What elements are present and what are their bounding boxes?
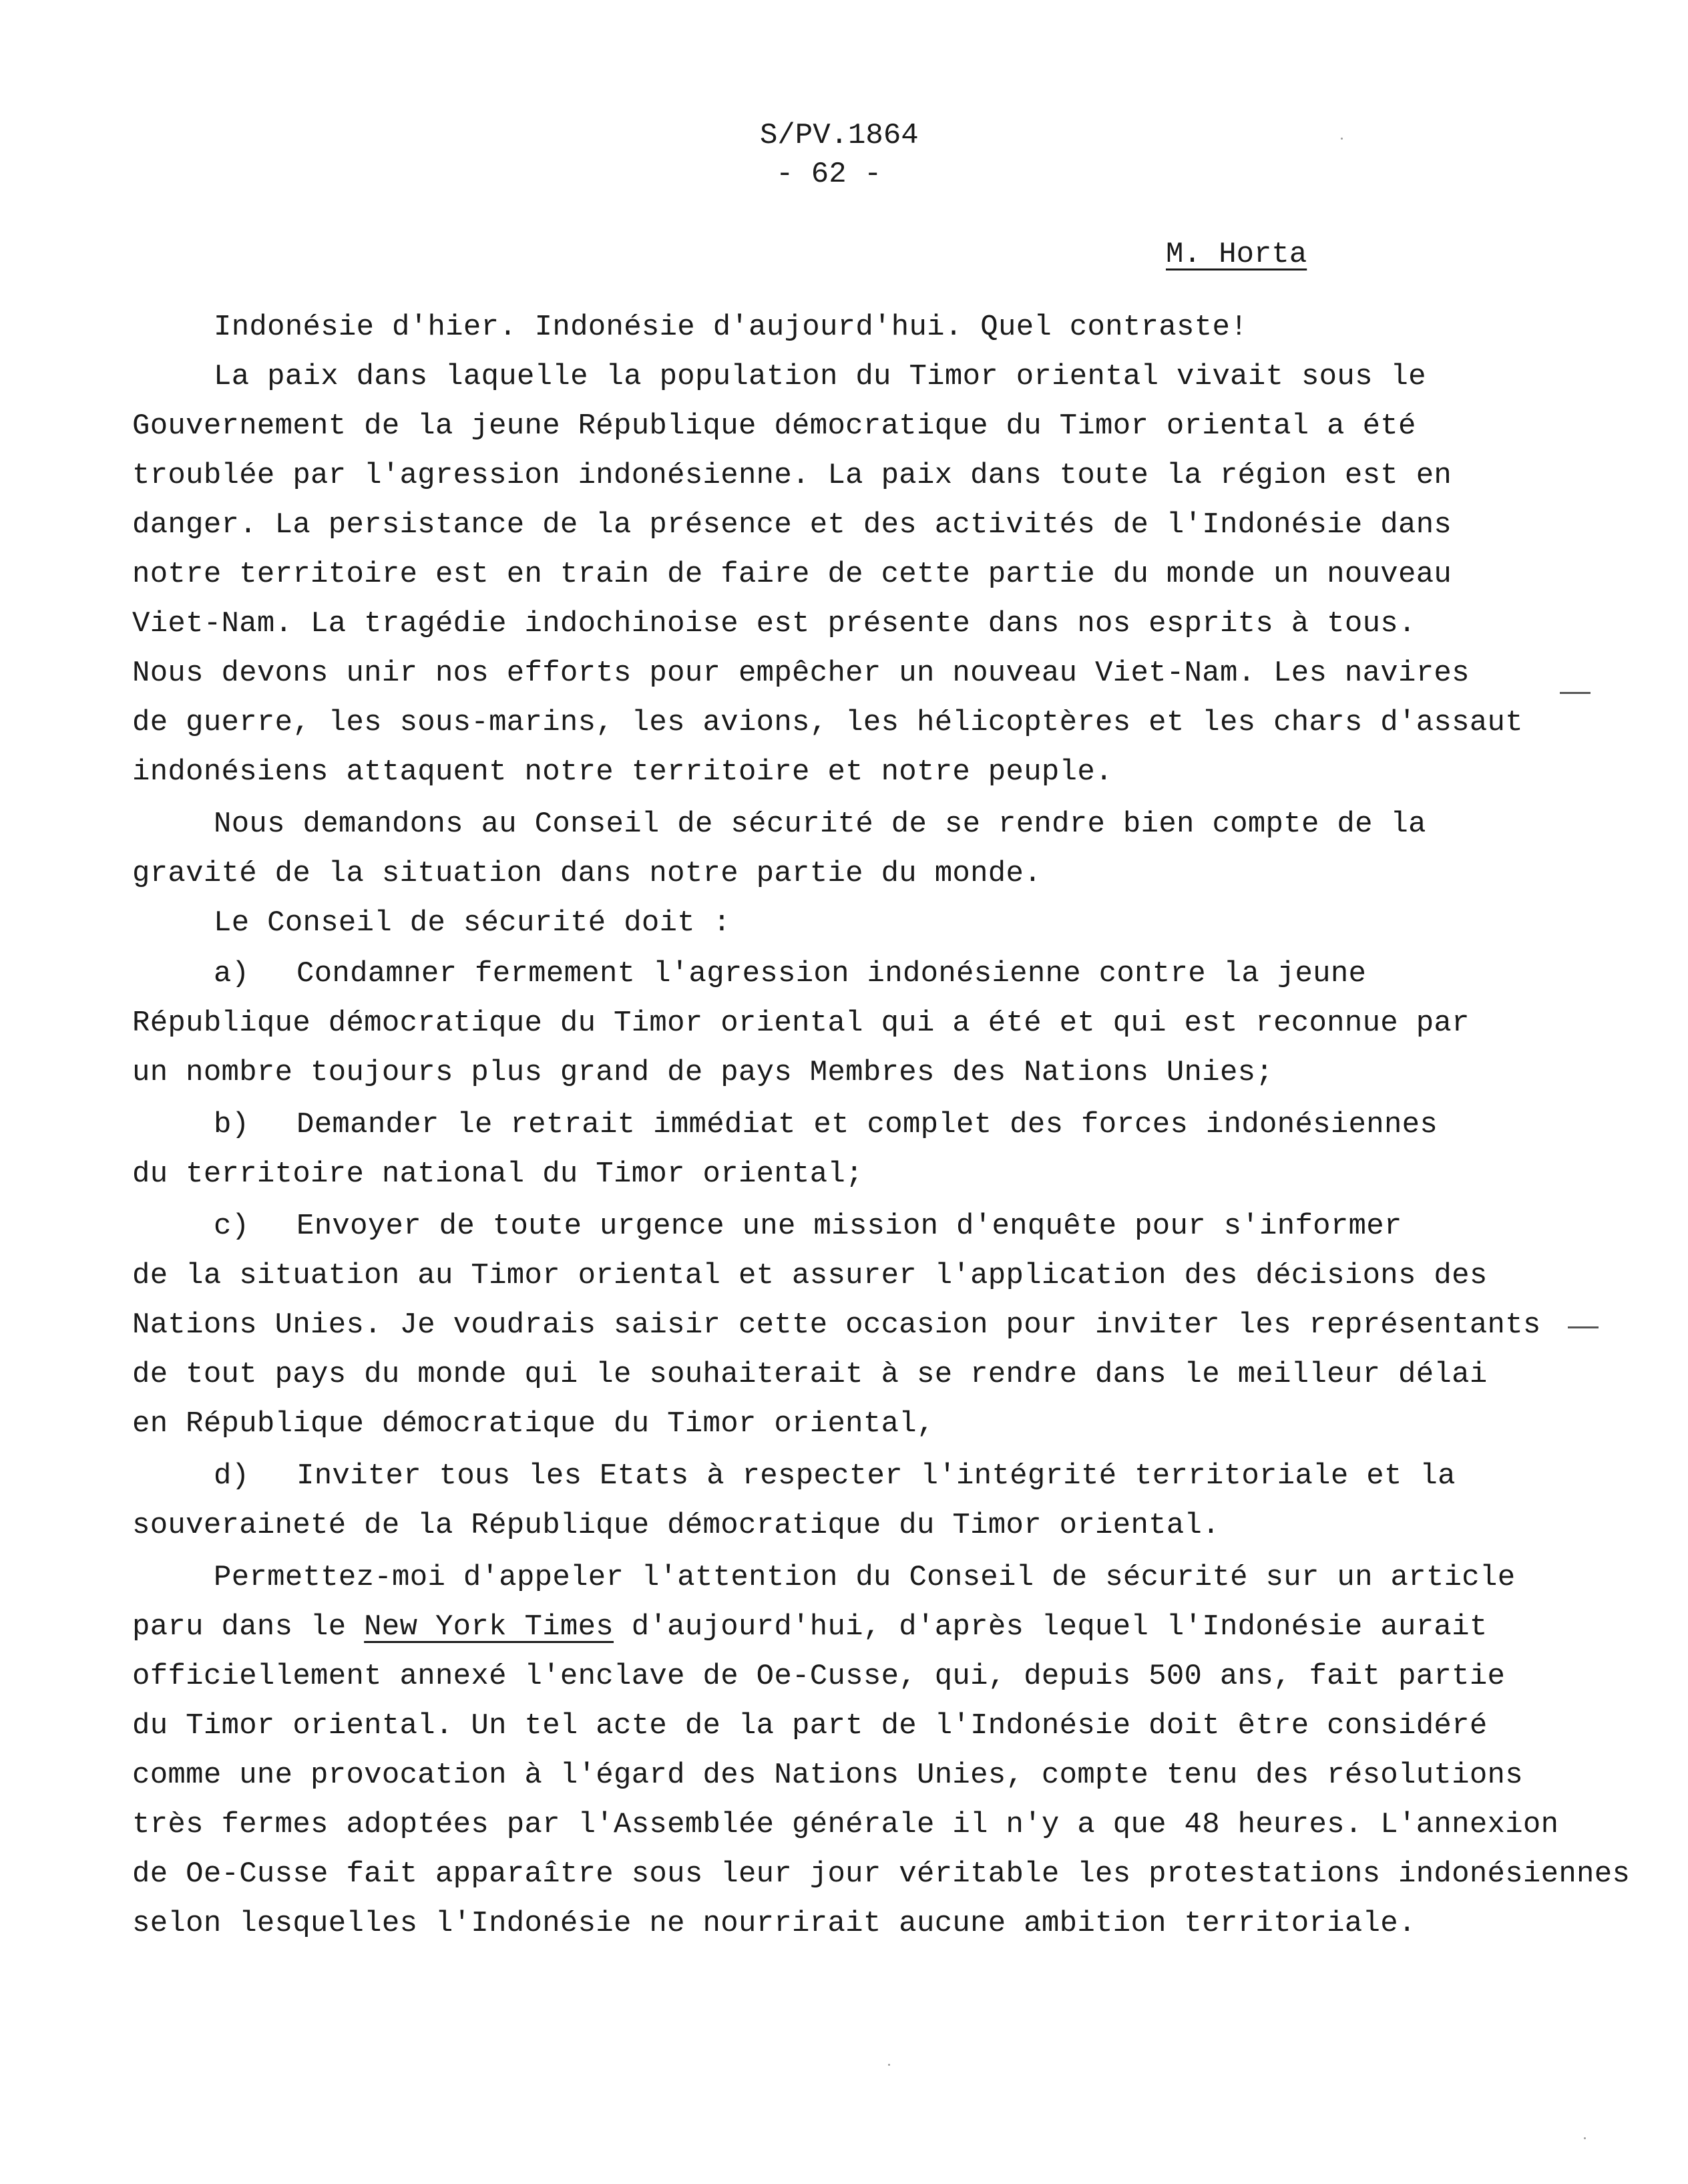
text-line: République démocratique du Timor oriental qui a été et qui est reconnue par (132, 1007, 1470, 1040)
list-text: Inviter tous les Etats à respecter l'intégrité territoriale et la (296, 1459, 1456, 1493)
scan-speck (1341, 138, 1343, 140)
text-line: troublée par l'agression indonésienne. La paix dans toute la région est en (132, 459, 1452, 492)
list-item-d (132, 1456, 1456, 1496)
text-line: de guerre, les sous-marins, les avions, les hélicoptères et les chars d'assaut (132, 706, 1523, 739)
text-line: notre territoire est en train de faire de cette partie du monde un nouveau (132, 558, 1452, 591)
list-item-a (132, 954, 1366, 994)
text-line: Indonésie d'hier. Indonésie d'aujourd'hui. Quel contraste! (214, 311, 1248, 344)
text-segment: d'aujourd'hui, d'après lequel l'Indonésie aurait (614, 1610, 1488, 1644)
list-item-b (132, 1105, 1438, 1145)
scan-speck (1584, 2137, 1586, 2139)
text-line: indonésiens attaquent notre territoire et notre peuple. (132, 755, 1113, 789)
text-line: selon lesquelles l'Indonésie ne nourrirait aucune ambition territoriale. (132, 1907, 1416, 1940)
text-line: de Oe-Cusse fait apparaître sous leur jour véritable les protestations indonésiennes (132, 1857, 1631, 1891)
list-text: Demander le retrait immédiat et complet des forces indonésiennes (296, 1108, 1438, 1141)
text-line: officiellement annexé l'enclave de Oe-Cusse, qui, depuis 500 ans, fait partie (132, 1660, 1506, 1693)
text-line: Viet-Nam. La tragédie indochinoise est présente dans nos esprits à tous. (132, 607, 1416, 641)
list-text: Condamner fermement l'agression indonésienne contre la jeune (296, 957, 1367, 990)
list-label: d) (214, 1459, 250, 1493)
text-line: danger. La persistance de la présence et des activités de l'Indonésie dans (132, 508, 1452, 542)
text-line: un nombre toujours plus grand de pays Membres des Nations Unies; (132, 1056, 1274, 1089)
text-line: Nous devons unir nos efforts pour empêcher un nouveau Viet-Nam. Les navires (132, 657, 1470, 690)
text-line: La paix dans laquelle la population du Timor oriental vivait sous le (214, 360, 1426, 393)
text-line: du Timor oriental. Un tel acte de la part de l'Indonésie doit être considéré (132, 1709, 1488, 1743)
text-line: de tout pays du monde qui le souhaiterait à se rendre dans le meilleur délai (132, 1358, 1488, 1391)
list-item-c (132, 1206, 1402, 1246)
text-line: Le Conseil de sécurité doit : (214, 906, 731, 940)
margin-mark (1568, 1326, 1599, 1328)
text-line: gravité de la situation dans notre partie du monde. (132, 857, 1042, 890)
text-line: très fermes adoptées par l'Assemblée générale il n'y a que 48 heures. L'annexion (132, 1808, 1559, 1841)
margin-mark (1560, 692, 1591, 694)
text-line: Permettez-moi d'appeler l'attention du Conseil de sécurité sur un article (214, 1561, 1516, 1594)
text-line (132, 1607, 1488, 1647)
text-line: de la situation au Timor oriental et assurer l'application des décisions des (132, 1259, 1488, 1292)
page-number: - 62 - (776, 158, 882, 191)
list-label: c) (214, 1210, 250, 1243)
list-label: a) (214, 957, 250, 990)
text-line: Gouvernement de la jeune République démocratique du Timor oriental a été (132, 409, 1416, 443)
document-symbol: S/PV.1864 (760, 119, 919, 152)
text-line: en République démocratique du Timor oriental, (132, 1407, 935, 1441)
text-line: Nations Unies. Je voudrais saisir cette occasion pour inviter les représentants (132, 1308, 1541, 1342)
newspaper-title: New York Times (364, 1610, 614, 1644)
list-text: Envoyer de toute urgence une mission d'enquête pour s'informer (296, 1210, 1402, 1243)
text-line: Nous demandons au Conseil de sécurité de se rendre bien compte de la (214, 807, 1426, 841)
text-line: du territoire national du Timor oriental; (132, 1157, 863, 1191)
list-label: b) (214, 1108, 250, 1141)
scan-speck (888, 2064, 890, 2066)
text-line: souveraineté de la République démocratique du Timor oriental. (132, 1509, 1220, 1542)
speaker-name: M. Horta (1166, 238, 1307, 271)
text-segment: paru dans le (132, 1610, 365, 1644)
text-line: comme une provocation à l'égard des Nations Unies, compte tenu des résolutions (132, 1759, 1523, 1792)
